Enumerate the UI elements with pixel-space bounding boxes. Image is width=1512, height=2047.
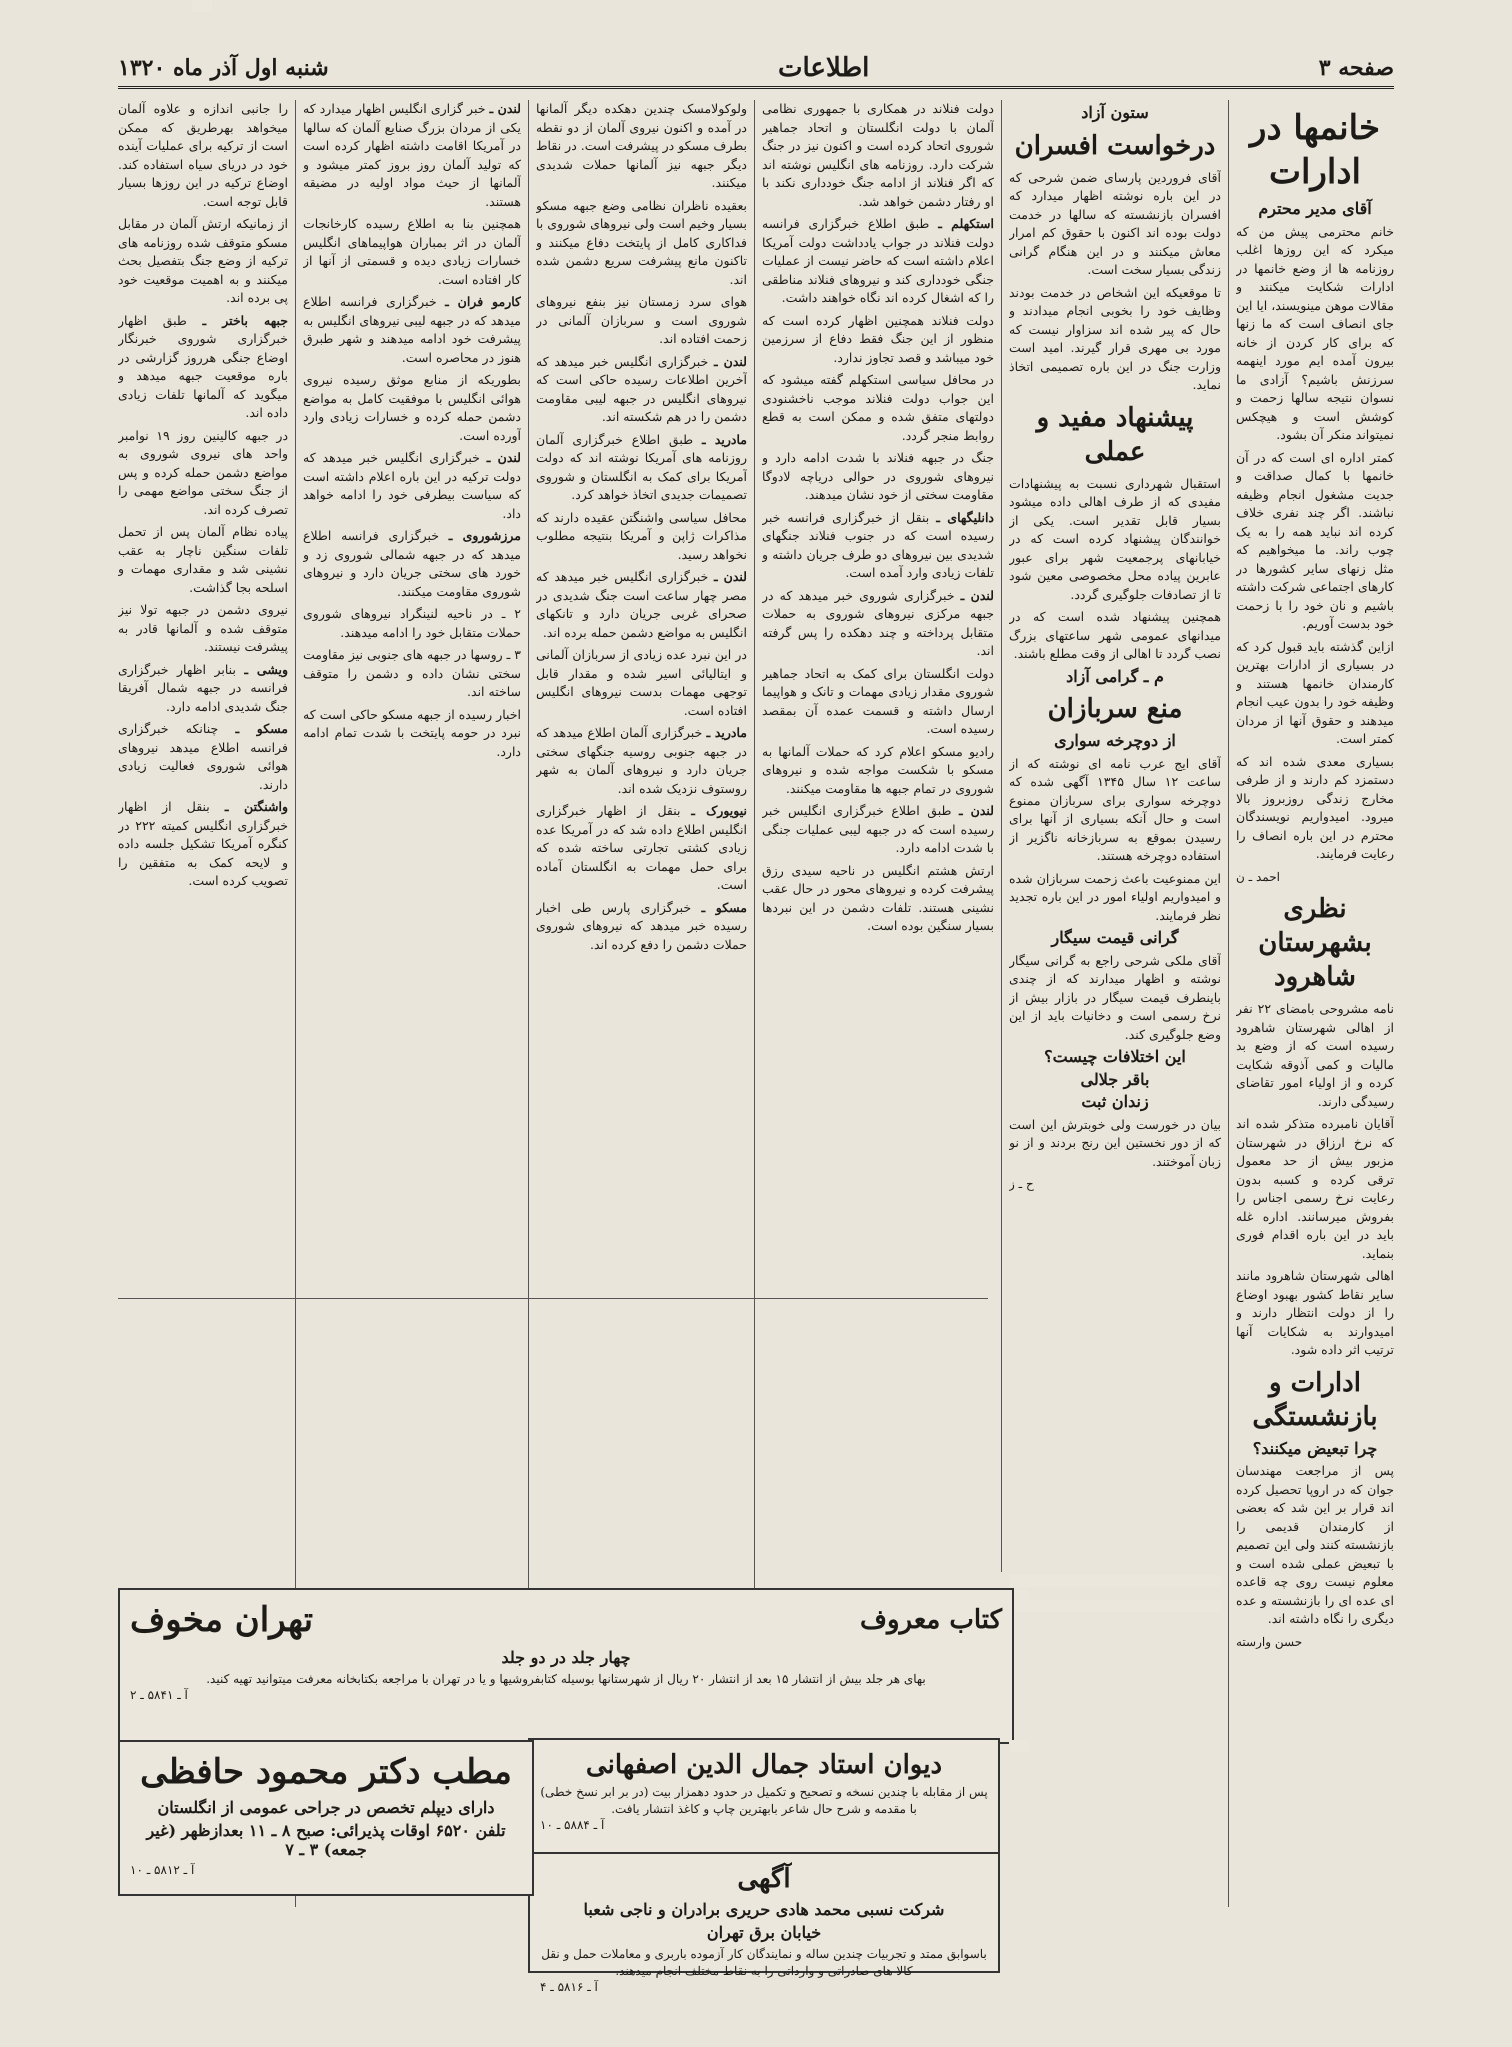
ad-doctor-clinic [118,1740,534,1896]
paragraph: اخبار رسیده از جبهه مسکو حاکی است که نبرد در حومه پایتخت با شدت تمام ادامه دارد. [303,706,521,759]
dateline: مادرید ـ [701,431,747,447]
paragraph: آقای ملکی شرحی راجع به گرانی سیگار نوشته و اظهار میدارند که از چندی باینطرف قیمت سیگار در بازار بیش از نرخ رسمی است و دخانیات باید از این وضع جلوگیری کند. [1009,952,1221,1042]
article-title: این اختلافات چیست؟ [1044,1047,1186,1066]
paragraph: مرزشوروی ـ خبرگزاری فرانسه اطلاع میدهد که در جبهه شمالی شوروی زد و خورد های سختی جریان دارد و نیروهای شوروی مقاومت میکنند. [303,528,521,599]
spacer [1009,1575,1221,1587]
dateline: جبهه باختر ـ [202,312,288,328]
diwan-text: پس از مقابله با چندین نسخه و تصحیح و تکمیل در حدود دهمزار بیت (در بر ابر نسخ خطی) با مقدمه و شرح حال شاعر بابهترین چاپ و کاغذ انتشار یافت. [540,1785,988,1816]
company-name: شرکت نسبی محمد هادی حریری برادران و ناجی شعبا [583,1900,945,1919]
paragraph: رادیو مسکو اعلام کرد که حملات آلمانها به مسکو با شکست مواجه شده و نیروهای شوروی در تمام جبهه ها مقاومت میکنند. [762,743,994,796]
dateline: واشنگتن ـ [224,799,288,814]
signature: ح ـ ز [1009,1177,1034,1191]
signature: م ـ گرامی آزاد [1066,666,1164,686]
article-title: گرانی قیمت سیگار [1051,928,1179,947]
column-news-moscow [536,100,747,1727]
article-title: زندان ثبت [1081,1092,1149,1111]
notice-text: باسوابق ممتد و تجربیات چندین ساله و نمایندگان کار آزموده باربری و معاملات حمل و نقل کالا های صادراتی و وارداتی را به نقاط مختلف انجام میدهند. [541,1947,987,1978]
article-title: ادارات و بازنشستگی [1252,1367,1378,1432]
newspaper-name: اطلاعات [778,53,870,83]
article-title: پیشنهاد مفید و عملی [1036,402,1194,467]
paragraph: ۳ ـ روسها در جبهه های جنوبی نیز مقاومت سختی نشان داده و دشمن را متوقف ساخته اند. [303,647,521,699]
paragraph: دولت فنلاند همچنین اظهار کرده است که منظور از این جنگ فقط دفاع از سرزمین خود میباشد و قصد تجاوز ندارد. [762,312,994,365]
book-text: بهای هر جلد بیش از انتشار ۱۵ بعد از انتشار ۲۰ ریال از شهرستانها بوسیله کتابفروشیها و یا در تهران با مراجعه بکتابخانه معرفت میتوانید تهیه کنید. [206,1672,926,1686]
paragraph: دولت فنلاند در همکاری با جمهوری نظامی آلمان با دولت انگلستان و اتحاد جماهیر شوروی اتحاد کرده است و اکنون نیز در جنگ شرکت دارد. روزنامه های انگلیس نوشته اند که اگر فنلاند از ادامه جنگ خودداری نکند با او رفتار دشمن خواهد شد. [762,101,994,209]
paragraph: ولوکولامسک چندین دهکده دیگر آلمانها در آمده و اکنون نیروی آلمان از دو نقطه بطرف مسکو در پیشرفت است. در نقاط دیگر جبهه نیز آلمانها حملات شدیدی میکنند. [536,101,747,190]
paragraph: استقبال شهرداری نسبت به پیشنهادات مفیدی که از طرف اهالی داده میشود بسیار قابل تقدیر است. یکی از خوانندگان پیشنهاد کرده است که در خیابانهای پرجمعیت شهر برای عبور عابرین پیاده محل مخصوصی معین شود تا از تصادفات جلوگیری گردد. [1009,475,1221,602]
paragraph: دانلیگهای ـ بنقل از خبرگزاری فرانسه خبر رسیده است که در جنوب فنلاند جنگهای شدیدی بین نیروهای دو طرف جریان داشته و تلفات زیادی وارد آمده است. [762,509,994,580]
paragraph: نامه مشروحی بامضای ۲۲ نفر از اهالی شهرستان شاهرود رسیده است که از وضع بد مالیات و کمی آذوقه شکایت کرده و از اولیاء امور تقاضای رسیدگی دارند. [1236,1001,1394,1109]
issue-date: شنبه اول آذر ماه ۱۳۲۰ [118,55,329,81]
ad-diwan-isfahani [528,1738,1000,1854]
spacer [1009,1600,1221,1612]
diwan-title: دیوان استاد جمال الدین اصفهانی [585,1750,943,1780]
paragraph: هوای سرد زمستان نیز بنفع نیروهای شوروی است و سربازان آلمانی در زحمت افتاده اند. [536,294,747,346]
paragraph: از زمانیکه ارتش آلمان در مقابل مسکو متوقف شده روزنامه های ترکیه از وضع جنگ بتفصیل بحث میکنند و به اهمیت موقعیت خود پی برده اند. [118,216,288,305]
paragraph: نیویورک ـ بنقل از اظهار خبرگزاری انگلیس اطلاع داده شد که در آمریکا عده زیادی کشتی تجارتی ساخته شده که برای حمل مهمات به انگلستان آماده است. [536,803,747,892]
paragraph: لندن ـ خبرگزاری انگلیس خبر میدهد که دولت ترکیه در این باره اعلام داشته است که سیاست بیطرفی خود را ادامه خواهد داد. [303,450,521,521]
paragraph: لندن ـ خبرگزاری انگلیس خبر میدهد که مصر چهار ساعت است جنگ شدیدی در صحرای غربی جریان دارد و تانکهای انگلیس به مواضع دشمن حمله برده اند. [536,569,747,640]
signature: حسن وارسته [1236,1634,1303,1649]
dateline: لندن ـ [960,587,994,603]
dateline: لندن ـ [713,569,747,584]
paragraph: لندن ـ خبرگزاری انگلیس خبر میدهد که آخرین اطلاعات رسیده حاکی است که نیروهای انگلیس در جبهه لیبی مقاومت دشمن را در هم شکسته اند. [536,353,747,424]
spacer [1009,1740,1029,1752]
dateline: لندن ـ [489,101,521,116]
paragraph: نیروی دشمن در جبهه تولا نیز متوقف شده و آلمانها قادر به پیشرفت نیستند. [118,602,288,654]
paragraph: استکهلم ـ طبق اطلاع خبرگزاری فرانسه دولت فنلاند در جواب یادداشت دولت آمریکا اعلام داشته است که حاضر نیست از عملیات جنگی خودداری کند و نیروهای فنلاند مناطقی را که اشغال کرده اند نگاه خواهند داشت. [762,216,994,305]
clinic-hours: تلفن ۶۵۲۰ اوقات پذیرائی: صبح ۸ ـ ۱۱ بعدازظهر (غیر جمعه) ۳ ـ ۷ [146,1821,506,1859]
column-news-finland [762,100,994,1567]
paragraph: دولت انگلستان برای کمک به اتحاد جماهیر شوروی مقدار زیادی مهمات و تانک و هواپیما ارسال داشته و قسمت عمده آن بمقصد رسیده است. [762,665,994,736]
article-title: نظری بشهرستان شاهرود [1258,894,1372,992]
paragraph: در محافل سیاسی استکهلم گفته میشود که این جواب دولت فنلاند موجب ناخشنودی دولتهای متفق شده و ممکن است به قطع روابط منجر گردد. [762,372,994,443]
paragraph: آقای ایج عرب نامه ای نوشته که از ساعت ۱۲ سال ۱۳۴۵ آگهی شده که دوچرخه سواری برای سربازان ممنوع است و حال آنکه بسیاری از آنها برای رسیدن بموقع به سربازخانه ناگزیر از استفاده دوچرخه هستند. [1009,755,1221,863]
dateline: لندن ـ [713,353,747,369]
dateline: مسکو ـ [235,721,288,736]
paragraph: پیاده نظام آلمان پس از تحمل تلفات سنگین ناچار به عقب نشینی شد و مقداری مهمات و اسلحه بجا گذاشت. [118,524,288,595]
section-label: ستون آزاد [1081,103,1149,122]
paragraph: خانم محترمی پیش من که میکرد که این روزها اغلب روزنامه ها از وضع خانمها در ادارات شکایت میکنند و مقالات موهن مینویسند، ایا این جای انصاف است که ما زنها که برای کار کردن از خانه بیرون آمده ایم مورد اینهمه سرزنش باشیم؟ آزادی ما نسوان نتیجه سالها زحمت و کوشش است و هیچکس نمیتواند منکر آن بشود. [1236,223,1394,442]
ad-code: آ ـ ۵۸۱۲ ـ ۱۰ [130,1863,195,1877]
paragraph: لندن ـ خبر گزاری انگلیس اظهار میدارد که یکی از مردان بزرگ صنایع آلمان که سالها در آمریکا اقامت داشته اظهار کرده است که تولید آلمان روز بروز کمتر میشود و آلمانها از حیث مواد اولیه در مضیقه هستند. [303,101,521,209]
article-subtitle: چرا تبعیض میکنند؟ [1252,1438,1378,1458]
dateline: مادرید ـ [706,725,747,740]
paragraph: را جانبی اندازه و علاوه آلمان میخواهد بهرطریق که ممکن است از ترکیه برای عملیات آینده خود در دریای سیاه استفاده کند. اوضاع ترکیه در این روزها بسیار قابل توجه است. [118,101,288,209]
company-address: خیابان برق تهران [706,1923,822,1942]
paragraph: آقایان نامبرده متذکر شده اند که نرخ ارزاق در شهرستان مزبور بیش از حد معمول ترقی کرده و کسبه بدون رعایت نرخ رسمی اجناس را بفروش میرسانند. اداره غله باید در این باره اقدام فوری بنماید. [1236,1116,1394,1261]
signature: احمد ـ ن [1236,869,1280,884]
paragraph: کمتر اداره ای است که در آن خانمها با کمال صداقت و جدیت مشغول انجام وظیفه نباشند. اگر چند نفری خلاف کرده اند نباید همه را به یک چوب راند. ما میخواهیم که مثل زنهای سایر کشورها در کارهای اجتماعی شرکت داشته باشیم و نان خود را با زحمت خود بدست آوریم. [1236,449,1394,631]
clinic-title: مطب دکتر محمود حافظی [140,1752,512,1792]
clinic-text: دارای دیپلم تخصص در جراحی عمومی از انگلستان [157,1798,495,1817]
dateline: لندن ـ [959,803,994,818]
column-news-london [303,100,521,1727]
column-women-offices [1236,100,1394,1907]
paragraph: واشنگتن ـ بنقل از اظهار خبرگزاری انگلیس کمیته ۲۲۲ در کنگره آمریکا تشکیل جلسه داده و لایحه کمک به متفقین را تصویب کرده است. [118,799,288,888]
dateline: استکهلم ـ [938,216,994,231]
book-subtitle: چهار جلد در دو جلد [501,1648,631,1667]
dateline: کارمو فران ـ [445,294,521,309]
paragraph: ارتش هشتم انگلیس در ناحیه سیدی رزق پیشرفت کرده و نیروهای محور در حال عقب نشینی هستند. تلفات دشمن در این نبردها بسیار سنگین بوده است. [762,862,994,933]
article-title: خانمها در ادارات [1250,108,1380,192]
paragraph: ویشی ـ بنابر اظهار خبرگزاری فرانسه در جبهه شمال آفریقا جنگ شدیدی ادامه دارد. [118,661,288,714]
divider [118,1298,988,1299]
salutation: آقای مدیر محترم [1258,199,1372,218]
paragraph: محافل سیاسی واشنگتن عقیده دارند که مذاکرات ژاپن و آمریکا بنتیجه مطلوب نخواهد رسید. [536,509,747,562]
ad-code: آ ـ ۵۸۸۴ ـ ۱۰ [540,1818,605,1832]
column-news-turkey [118,100,288,1287]
paragraph: مسکو ـ خبرگزاری پارس طی اخبار رسیده خبر میدهد که نیروهای شوروی حملات دشمن را دفع کرده اند. [536,899,747,952]
paragraph: جنگ در جبهه فنلاند با شدت ادامه دارد و نیروهای شوروی در حوالی دریاچه لادوگا مقاومت سختی از خود نشان میدهند. [762,450,994,502]
paragraph: کارمو فران ـ خبرگزاری فرانسه اطلاع میدهد که در جبهه لیبی نیروهای انگلیس به پیشرفت خود ادامه میدهند و شهر طبرق هنوز در محاصره است. [303,294,521,365]
paragraph: همچنین پیشنهاد شده است که در میدانهای عمومی شهر ساعتهای بزرگ نصب گردد تا اهالی از وقت مطلع باشند. [1009,609,1221,661]
paragraph: در جبهه کالینین روز ۱۹ نوامبر واحد های نیروی شوروی به مواضع دشمن حمله کرده و پس از جنگ سختی مواضع مهمی را تصرف کرده اند. [118,427,288,517]
article-title: منع سربازان [1047,694,1183,724]
dateline: مسکو ـ [701,899,747,915]
paragraph: آقای فروردین پارسای ضمن شرحی که در این باره نوشته اظهار میدارد که افسران بازنشسته که سالها در خدمت دولت بوده اند اکنون با حقوق کم امرار معاش میکنند و در این هنگام گرانی زندگی بسیار سخت است. [1009,169,1221,277]
paragraph: این ممنوعیت باعث زحمت سربازان شده و امیدواریم اولیاء امور در این باره تجدید نظر فرمایند. [1009,870,1221,923]
ad-placeholder [1009,1590,1219,1742]
paragraph: در این نبرد عده زیادی از سربازان آلمانی و ایتالیائی اسیر شده و مقدار قابل توجهی مهمات بدست نیروهای انگلیس افتاده است. [536,647,747,718]
ad-book-tehran-makhuf [118,1588,1014,1744]
paragraph: مسکو ـ چنانکه خبرگزاری فرانسه اطلاع میدهد نیروهای هوائی شوروی فعالیت زیادی دارند. [118,721,288,792]
article-title: درخواست افسران [1014,130,1216,161]
paragraph: پس از مراجعت مهندسان جوان که در اروپا تحصیل کرده اند قرار بر این شد که بعضی از کارمندان قدیمی را بازنشسته کنند ولی این تصمیم با تبعیض عملی شده است و معلوم نیست روی چه قاعده ای عده ای را بازنشسته و عده دیگری را نگاه داشته اند. [1236,1463,1394,1626]
paragraph: ازاین گذشته باید قبول کرد که در بسیاری از ادارات بهترین کارمندان خانمها هستند و وظیفه خود را بدون عیب انجام میدهند و حقوق آنها از مردان کمتر است. [1236,638,1394,746]
signature: باقر جلالی [1080,1069,1150,1089]
paragraph: لندن ـ طبق اطلاع خبرگزاری انگلیس خبر رسیده است که در جبهه لیبی عملیات جنگی با شدت ادامه دارد. [762,803,994,855]
ad-code: آ ـ ۵۸۴۱ ـ ۲ [130,1688,188,1702]
dateline: دانلیگهای ـ [936,509,994,525]
paragraph: مادرید ـ طبق اطلاع خبرگزاری آلمان روزنامه های آمریکا نوشته اند که دولت آمریکا برای کمک به انگلستان و شوروی تصمیمات جدیدی اتخاذ خواهد کرد. [536,431,747,502]
paragraph: همچنین بنا به اطلاع رسیده کارخانجات آلمان در اثر بمباران هواپیماهای انگلیس خسارات زیادی دیده و قسمتی از آنها از کار افتاده است. [303,216,521,287]
spacer [192,0,212,12]
dateline: مرزشوروی ـ [448,528,521,543]
paragraph: اهالی شهرستان شاهرود مانند سایر نقاط کشور بهبود اوضاع را از دولت انتظار دارند و امیدوارند به شکایات آنها ترتیب اثر داده شود. [1236,1268,1394,1357]
ad-code: آ ـ ۵۸۱۶ ـ ۴ [540,1980,598,1994]
paragraph: جبهه باختر ـ طبق اظهار خبرگزاری شوروی خبرنگار اوضاع جنگی هرروز گزارشی در باره موقعیت جبهه میدهد و میگوید که آلمانها تلفات زیادی داده اند. [118,312,288,420]
page-number: صفحه ۳ [1318,55,1394,81]
paragraph: تا موقعیکه این اشخاص در خدمت بودند وظایف خود را بخوبی انجام میدادند و حال که پیر شده اند سزاوار نیست که مورد بی مهری قرار گیرند. امید است وزارت جنگ در این باره تصمیمی اتخاذ نماید. [1009,284,1221,392]
column-rule [754,100,755,1737]
dateline: نیویورک ـ [691,803,747,818]
paragraph: لندن ـ خبرگزاری شوروی خبر میدهد که در جبهه مرکزی نیروهای شوروی به حملات متقابل پرداخته و چند دهکده را پس گرفته اند. [762,587,994,658]
paragraph: ۲ ـ در ناحیه لنینگراد نیروهای شوروی حملات متقابل خود را ادامه میدهند. [303,606,521,640]
column-rule [1001,100,1002,1572]
paragraph: بیان در خورست ولی خوبترش این است که از دور نخستین این رنج بردند و از نو زبان آموختند. [1009,1116,1221,1169]
paragraph: بطوریکه از منابع موثق رسیده نیروی هوائی انگلیس با موفقیت کامل به مواضع دشمن حمله کرده و خسارات زیادی وارد آورده است. [303,372,521,443]
book-title: تهران مخوف [130,1600,314,1640]
dateline: ویشی ـ [244,661,288,677]
ad-company-notice [528,1852,1000,1994]
paragraph: مادرید ـ خبرگزاری آلمان اطلاع میدهد که در جبهه جنوبی روسیه جنگهای سختی جریان دارد و نیروهای آلمان به شهر روستوف نزدیک شده اند. [536,725,747,796]
paragraph: بعقیده ناظران نظامی وضع جبهه مسکو بسیار وخیم است ولی نیروهای شوروی با فداکاری کامل از پایتخت دفاع میکنند و تاکنون مانع پیشرفت سریع دشمن شده اند. [536,197,747,287]
paragraph: بسیاری معدی شده اند که دستمزد کم دارند و از طرفی مخارج زندگی روزبروز بالا میرود. امیدواریم نویسندگان محترم در این باره انصاف را رعایت فرمایند. [1236,753,1394,861]
article-subtitle: از دوچرخه سواری [1054,731,1176,750]
book-label: کتاب معروف [860,1605,1002,1635]
notice-title: آگهی [737,1864,791,1894]
masthead [118,50,1394,89]
column-rule [528,100,529,1737]
dateline: لندن ـ [486,450,521,465]
